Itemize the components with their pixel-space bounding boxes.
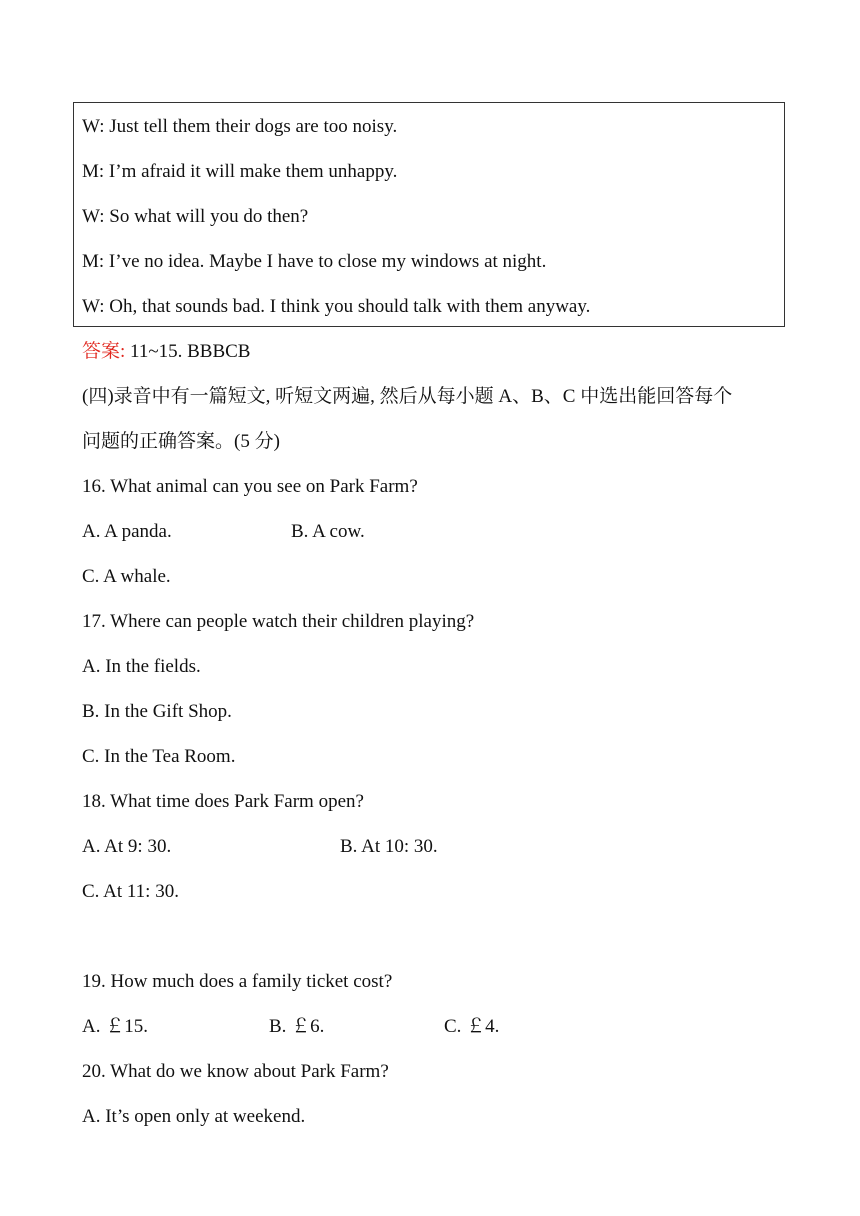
dialogue-line: M: I’m afraid it will make them unhappy. xyxy=(82,161,398,182)
option-17-c: C. In the Tea Room. xyxy=(82,746,236,767)
question-20: 20. What do we know about Park Farm? xyxy=(82,1061,389,1082)
section-instruction-line-2: 问题的正确答案。(5 分) xyxy=(82,431,280,452)
section-instruction-line-1: (四)录音中有一篇短文, 听短文两遍, 然后从每小题 A、B、C 中选出能回答每个 xyxy=(82,386,733,407)
dialogue-line: W: Just tell them their dogs are too noisy. xyxy=(82,116,398,137)
option-17-b: B. In the Gift Shop. xyxy=(82,701,232,722)
question-17: 17. Where can people watch their children playing? xyxy=(82,611,475,632)
question-16: 16. What animal can you see on Park Farm? xyxy=(82,476,418,497)
answer-line xyxy=(82,340,250,364)
dialogue-line: W: So what will you do then? xyxy=(82,206,309,227)
question-19: 19. How much does a family ticket cost? xyxy=(82,971,393,992)
option-16-c: C. A whale. xyxy=(82,566,171,587)
option-18-b: B. At 10: 30. xyxy=(340,836,438,857)
question-18: 18. What time does Park Farm open? xyxy=(82,791,364,812)
answer-label: 答案: xyxy=(82,341,126,362)
option-17-a: A. In the fields. xyxy=(82,656,201,677)
option-19-a: A. ￡15. xyxy=(82,1016,148,1037)
option-19-c: C. ￡4. xyxy=(444,1016,500,1037)
dialogue-line: M: I’ve no idea. Maybe I have to close my windows at night. xyxy=(82,251,547,272)
option-18-c: C. At 11: 30. xyxy=(82,881,179,902)
option-16-b: B. A cow. xyxy=(291,521,365,542)
option-20-a: A. It’s open only at weekend. xyxy=(82,1106,306,1127)
dialogue-line: W: Oh, that sounds bad. I think you should talk with them anyway. xyxy=(82,296,591,317)
option-18-a: A. At 9: 30. xyxy=(82,836,172,857)
option-16-a: A. A panda. xyxy=(82,521,172,542)
answer-value: 11~15. BBBCB xyxy=(125,341,251,362)
option-19-b: B. ￡6. xyxy=(269,1016,325,1037)
